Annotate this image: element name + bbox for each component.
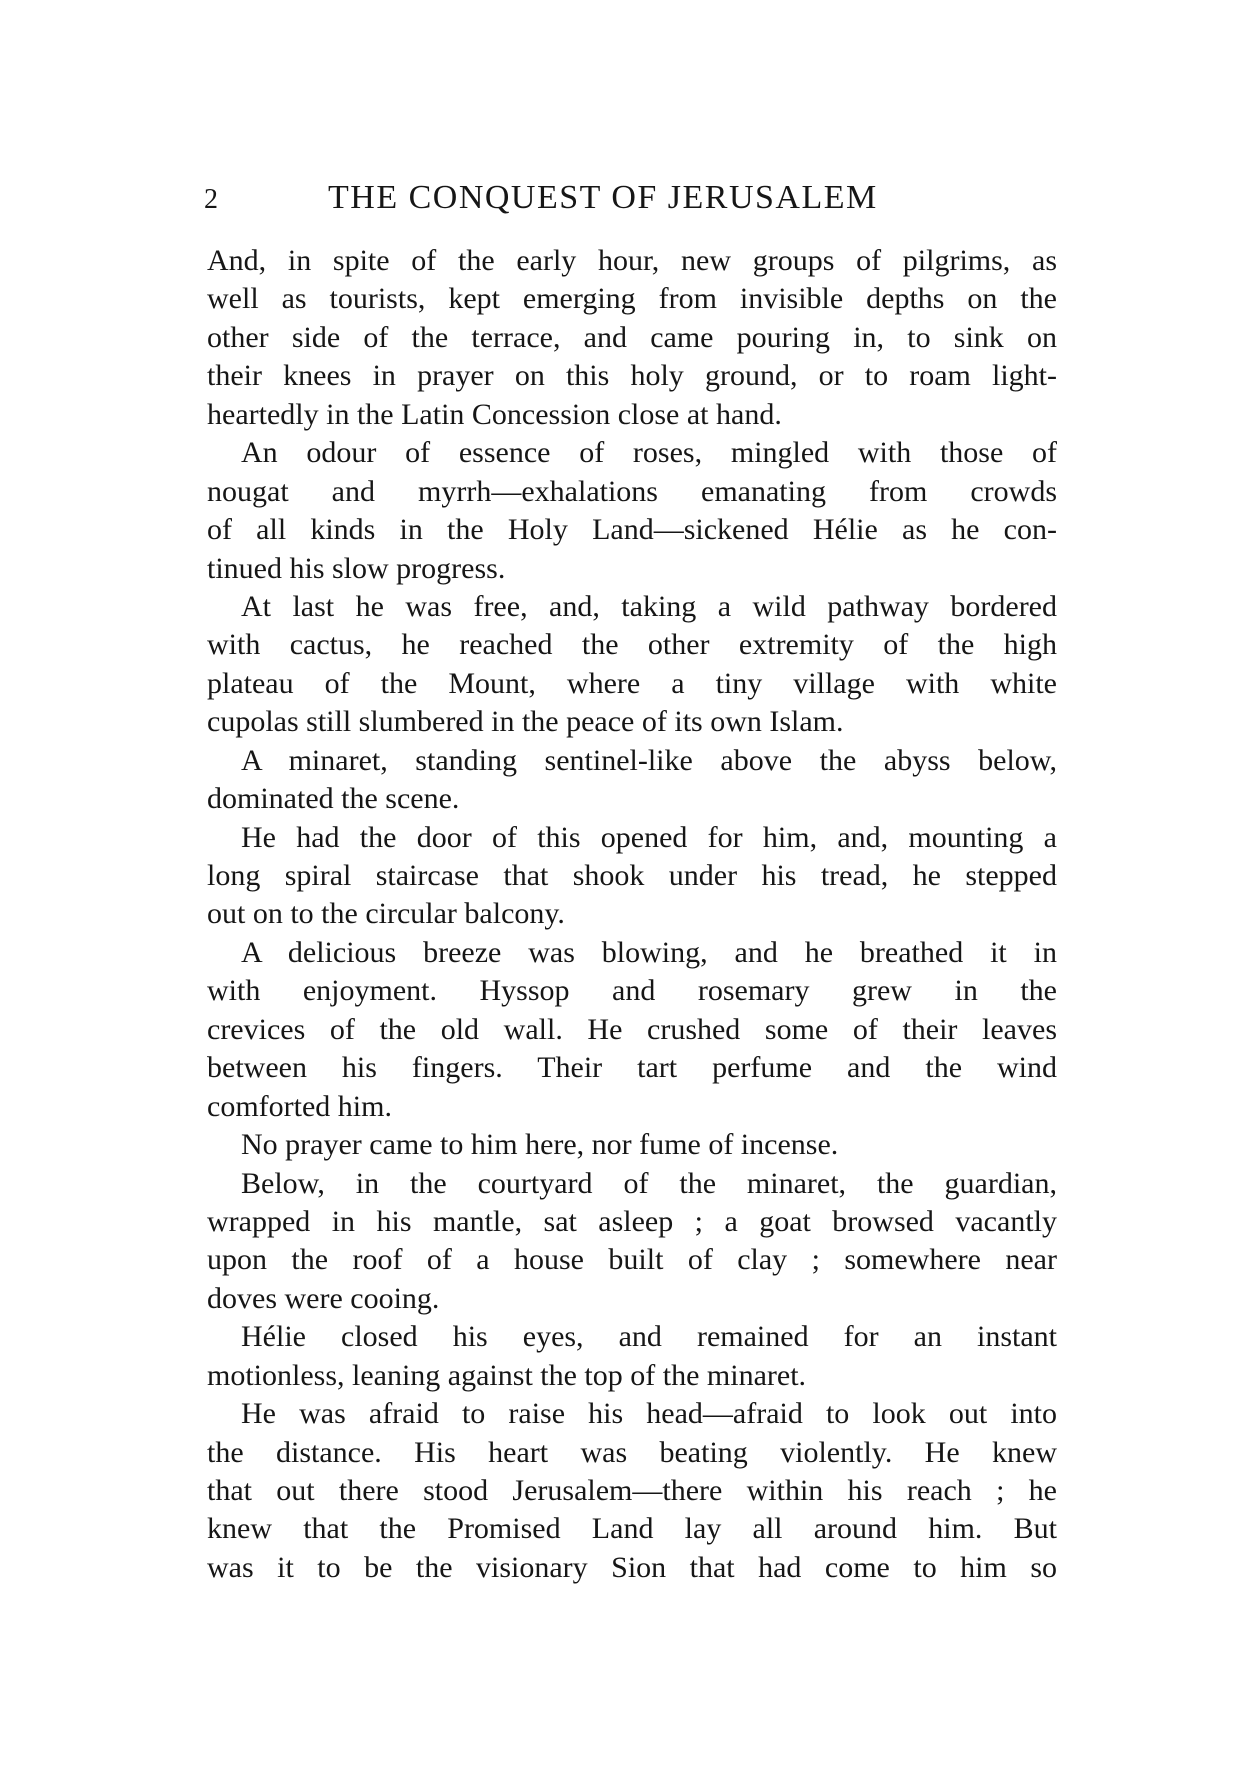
text-line: of all kinds in the Holy Land—sickened Hélie as he con- <box>207 513 1057 547</box>
text-line: nougat and myrrh—exhalations emanating from crowds <box>207 474 1057 508</box>
text-line: He was afraid to raise his head—afraid to look out into <box>241 1397 1057 1431</box>
text-line: doves were cooing. <box>207 1281 440 1315</box>
text-line: with enjoyment. Hyssop and rosemary grew in the <box>207 974 1057 1008</box>
text-line: A delicious breeze was blowing, and he breathed it in <box>241 935 1057 969</box>
text-line: other side of the terrace, and came pouring in, to sink on <box>207 320 1057 354</box>
text-line: dominated the scene. <box>207 782 460 816</box>
text-line: wrapped in his mantle, sat asleep ; a goat browsed vacantly <box>207 1204 1057 1238</box>
text-line: out on to the circular balcony. <box>207 897 565 931</box>
text-line: knew that the Promised Land lay all around him. But <box>207 1512 1057 1546</box>
text-line: well as tourists, kept emerging from invisible depths on the <box>207 282 1057 316</box>
text-line: was it to be the visionary Sion that had come to him so <box>207 1550 1057 1584</box>
text-line: long spiral staircase that shook under his tread, he stepped <box>207 859 1057 892</box>
page-number: 2 <box>204 184 218 215</box>
text-line: between his fingers. Their tart perfume and the wind <box>207 1051 1057 1085</box>
text-line: the distance. His heart was beating violently. He knew <box>207 1435 1057 1469</box>
running-head <box>204 178 1056 222</box>
text-line: cupolas still slumbered in the peace of its own Islam. <box>207 705 844 739</box>
text-line: No prayer came to him here, nor fume of incense. <box>241 1128 839 1162</box>
text-line: He had the door of this opened for him, and, mounting a <box>241 820 1057 854</box>
text-line: heartedly in the Latin Concession close at hand. <box>207 397 782 431</box>
text-line: Below, in the courtyard of the minaret, the guardian, <box>241 1166 1057 1200</box>
text-line: tinued his slow progress. <box>207 551 506 585</box>
text-line: plateau of the Mount, where a tiny village with white <box>207 666 1057 700</box>
text-line: motionless, leaning against the top of the minaret. <box>207 1358 807 1392</box>
text-line: comforted him. <box>207 1089 392 1123</box>
text-line: At last he was free, and, taking a wild pathway bordered <box>241 589 1057 623</box>
running-title: THE CONQUEST OF JERUSALEM <box>328 179 878 216</box>
text-line: that out there stood Jerusalem—there within his reach ; he <box>207 1474 1057 1507</box>
text-line: upon the roof of a house built of clay ; somewhere near <box>207 1243 1057 1277</box>
text-line: their knees in prayer on this holy ground, or to roam light- <box>207 359 1057 393</box>
text-line: And, in spite of the early hour, new groups of pilgrims, as <box>207 244 1057 277</box>
text-line: crevices of the old wall. He crushed some of their leaves <box>207 1012 1057 1046</box>
text-line: A minaret, standing sentinel-like above the abyss below, <box>241 743 1057 777</box>
body-text <box>207 242 1057 1587</box>
text-line: An odour of essence of roses, mingled with those of <box>241 436 1057 470</box>
text-line: with cactus, he reached the other extremity of the high <box>207 628 1057 662</box>
text-line: Hélie closed his eyes, and remained for an instant <box>241 1320 1057 1354</box>
